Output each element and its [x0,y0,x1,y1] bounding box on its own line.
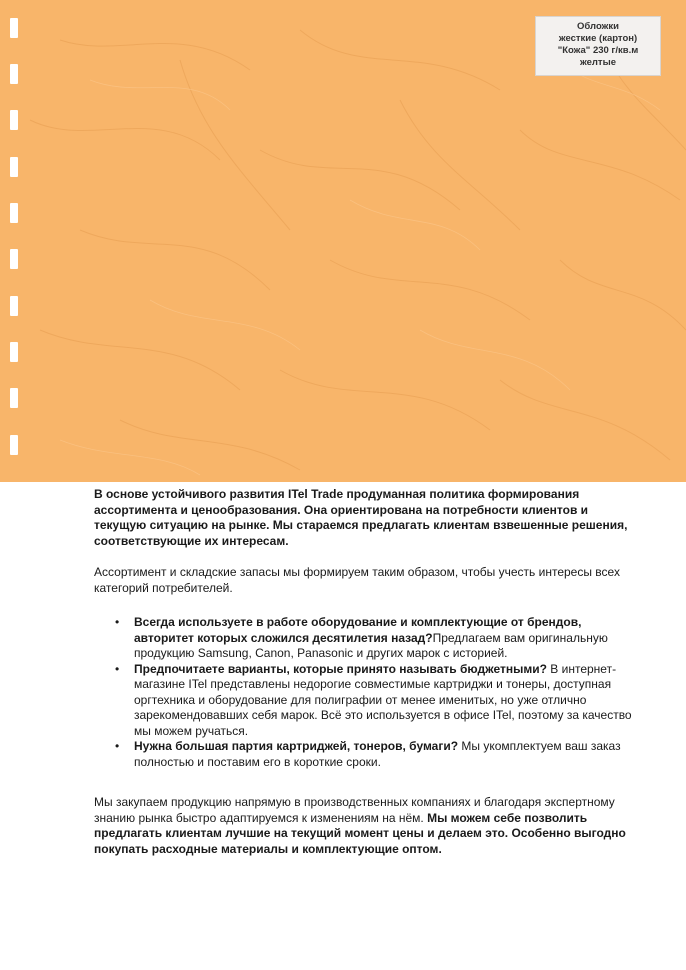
bullet-icon: • [115,615,120,629]
list-item-text: В интернет-магазине ITel представлены недорогие совместимые картриджи и тонеры, доступная оргтехника и оборудование для полиграфии от менее именитых, но уже отлично зарекомендовавших себя марок. Всё это используется в офисе ITel, поэтому за качество мы можем ручаться. [134,661,632,738]
binding-hole [10,203,18,223]
binding-hole [10,64,18,84]
list-item [115,615,634,662]
bullet-icon: • [115,661,120,676]
list-item-text: Предлагаем вам оригинальную продукцию Samsung, Canon, Panasonic и других марок с историей. [134,630,608,660]
binding-hole [10,388,18,408]
list-item-bold: Всегда используете в работе оборудование и комплектующие от брендов, авторитет которых сложился десятилетия назад? [134,615,582,645]
list-item-bold: Предпочитаете варианты, которые принято называть бюджетными? [134,661,547,676]
binding-hole [10,435,18,455]
binding-hole [10,157,18,177]
binding-hole [10,296,18,316]
list-item-text: Мы укомплектуем ваш заказ полностью и поставим его в короткие сроки. [134,739,621,769]
binding-hole [10,18,18,38]
product-label-line: жесткие (картон) [558,33,638,44]
binding-hole [10,110,18,130]
closing-text: Мы закупаем продукцию напрямую в производственных компаниях и благодаря экспертному знанию рынка быстро адаптируемся к изменениям на нём. [94,795,615,825]
description-text [94,487,634,857]
product-label-line: "Кожа" 230 г/кв.м [557,45,639,56]
binding-hole [10,342,18,362]
closing-paragraph [94,795,634,857]
closing-bold: Мы можем себе позволить предлагать клиентам лучшие на текущий момент цены и делаем это. Особенно выгодно покупать расходные материалы и комплектующие оптом. [94,810,626,856]
binding-hole [10,249,18,269]
cover-sample [0,0,686,482]
benefits-list [94,615,634,770]
product-label [535,16,661,76]
product-label-line: желтые [580,57,616,68]
product-label-line: Обложки [577,21,619,32]
assortment-paragraph: Ассортимент и складские запасы мы формируем таким образом, чтобы учесть интересы всех категорий потребителей. [94,565,620,595]
intro-paragraph: В основе устойчивого развития ITel Trade продуманная политика формирования ассортимента и ценообразования. Она ориентирована на потребности клиентов и текущую ситуацию на рынке. Мы стараемся предлагать клиентам взвешенные решения, соответствующие их интересам. [94,487,628,548]
list-item [115,661,634,740]
binding-holes [0,0,30,482]
bullet-icon: • [115,739,120,753]
list-item-bold: Нужна большая партия картриджей, тонеров, бумаги? [134,739,459,753]
list-item [115,739,634,770]
